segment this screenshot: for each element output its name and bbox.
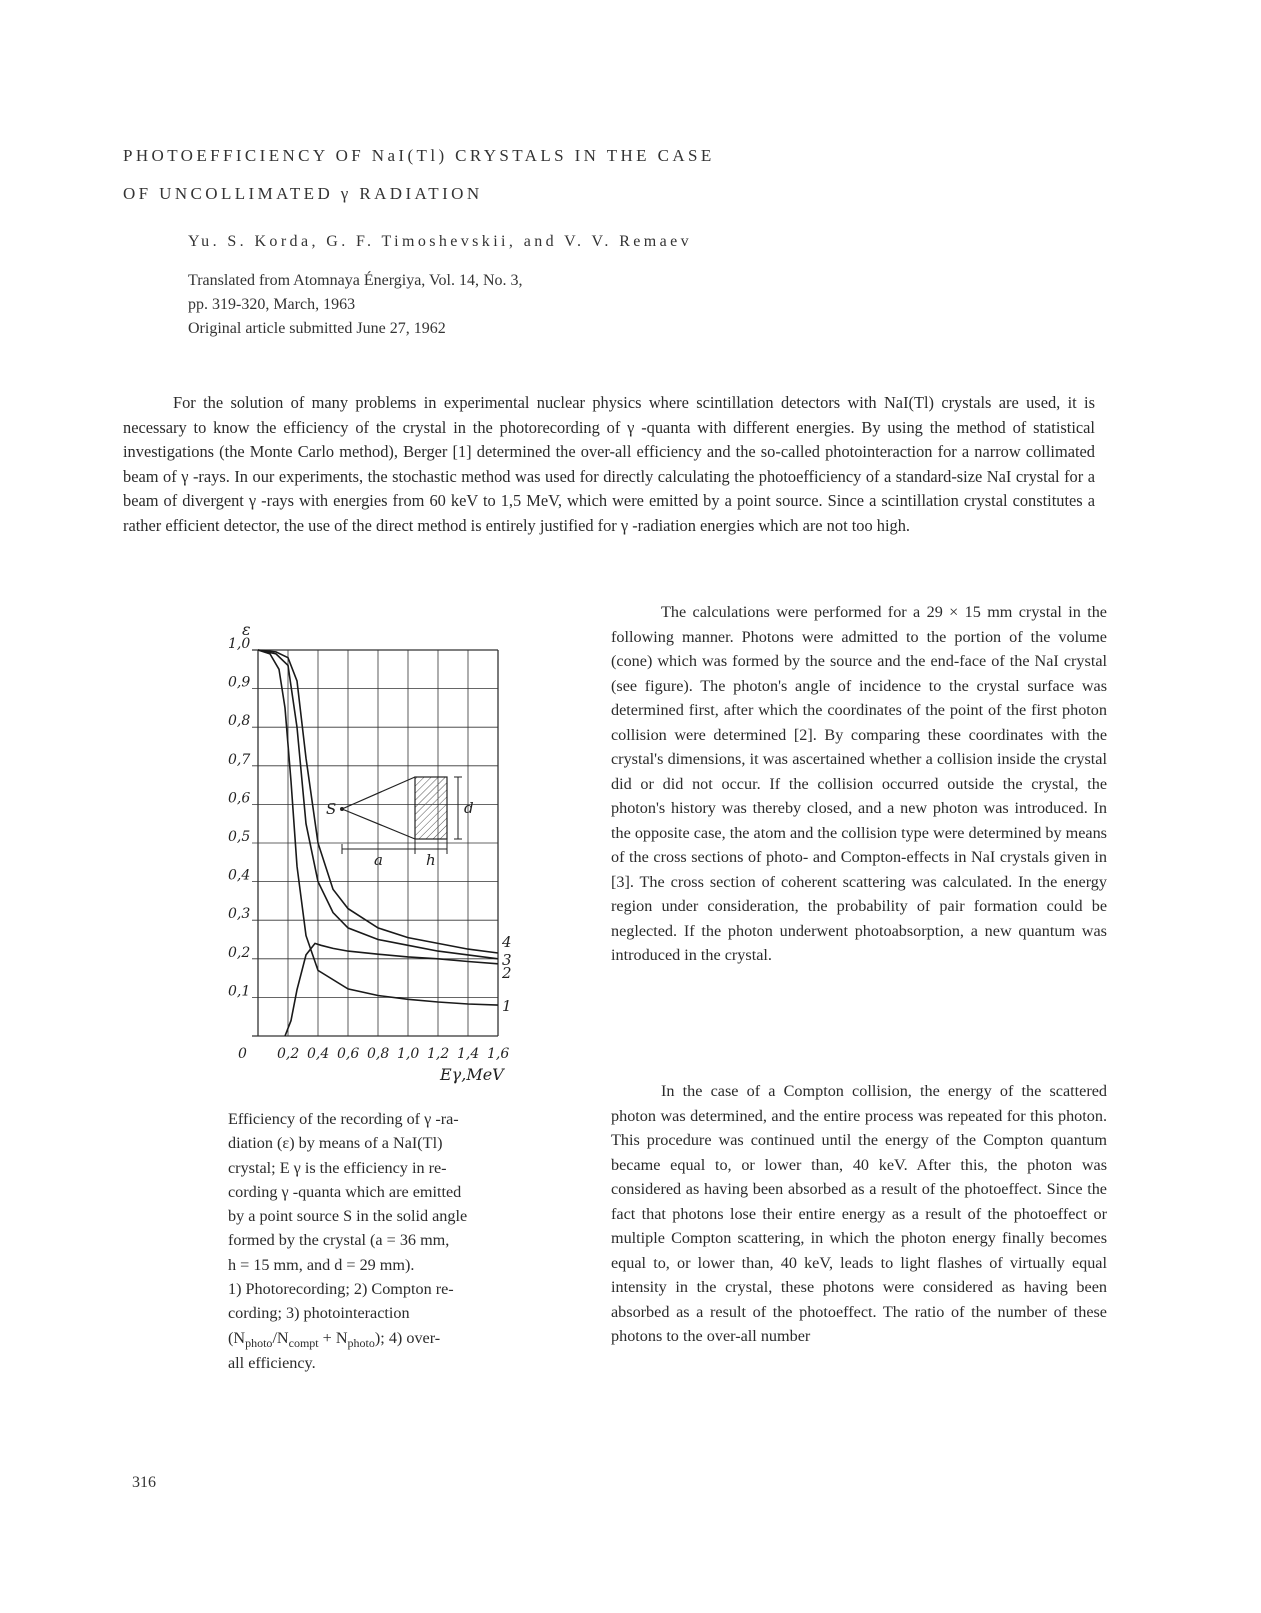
x-tick-label: 0,4 <box>307 1046 330 1062</box>
paper-title-line-1: PHOTOEFFICIENCY OF NaI(Tl) CRYSTALS IN THE CASE <box>123 146 715 165</box>
body-paragraph-2: In the case of a Compton collision, the energy of the scattered photon was determined, and the entire process was repeated for this photon. This procedure was continued until the energy of the Compton quantum became equal to, or lower than, 40 keV. After this, the photon was considered as having been absorbed as a result of the photoeffect. Since the fact that photons lose their entire energy as a result of the photoeffect or multiple Compton scattering, in which the photon energy finally becomes equal to, or lower than, 40 keV, leads to light flashes of virtually equal intensity in the crystal, these photons were considered as having been absorbed as a result of the photoeffect. The ratio of the number of these photons to the over-all number <box>611 1082 1107 1345</box>
caption-line-10 <box>228 1326 540 1351</box>
caption-line-2: diation (ε) by means of a NaI(Tl) <box>228 1134 443 1153</box>
caption-subscript: compt <box>288 1335 319 1350</box>
inset-label-h: h <box>426 851 436 869</box>
efficiency-figure <box>222 615 532 1095</box>
y-tick-label: 0,7 <box>228 751 251 768</box>
page-number: 316 <box>132 1474 156 1491</box>
series-label-3: 3 <box>502 950 512 969</box>
cone-line-bottom <box>342 809 415 839</box>
series-line-2 <box>285 943 498 1036</box>
caption-line-11: all efficiency. <box>228 1353 316 1372</box>
y-axis-label: ε <box>242 620 251 639</box>
chart-grid <box>252 650 498 1036</box>
x-tick-label: 1,2 <box>427 1046 450 1062</box>
y-tick-label: 1,0 <box>228 636 251 652</box>
caption-subscript: photo <box>347 1335 375 1350</box>
series-label-1: 1 <box>502 997 512 1016</box>
submission-date: Original article submitted June 27, 1962 <box>188 320 446 337</box>
x-tick-label: 1,4 <box>457 1046 480 1062</box>
x-tick-label: 0,6 <box>337 1046 360 1062</box>
caption-line-4: cording γ -quanta which are emitted <box>228 1182 462 1201</box>
x-tick-label: 0 <box>238 1046 247 1062</box>
series-label-4: 4 <box>502 933 512 952</box>
y-tick-label: 0,2 <box>228 944 251 961</box>
y-tick-label: 0,9 <box>228 674 251 691</box>
series-label-2: 2 <box>502 963 512 982</box>
caption-text: (N <box>228 1328 246 1347</box>
point-source-marker <box>340 807 344 811</box>
x-tick-label: 1,0 <box>397 1046 420 1062</box>
caption-text: + N <box>318 1328 348 1347</box>
x-tick-label: 0,2 <box>277 1046 300 1062</box>
caption-text: /N <box>272 1328 289 1347</box>
inset-label-d: d <box>464 799 474 817</box>
inset-label-source: S <box>326 800 337 818</box>
source-citation-line-1: Translated from Atomnaya Énergiya, Vol. 14, No. 3, <box>188 272 523 289</box>
intro-paragraph: For the solution of many problems in experimental nuclear physics where scintillation detectors with NaI(Tl) crystals are used, it is necessary to know the efficiency of the crystal in the photorecording of γ -quanta with different energies. By using the method of statistical investigations (the Monte Carlo method), Berger [1] determined the over-all efficiency and the so-called photointeraction for a narrow collimated beam of γ -rays. In our experiments, the stochastic method was used for directly calculating the photoefficiency of a standard-size NaI crystal for a beam of divergent γ -rays with energies from 60 keV to 1,5 MeV, which were emitted by a point source. Since a scintillation crystal constitutes a rather efficient detector, the use of the direct method is entirely justified for γ -radiation energies which are not too high. <box>123 393 1095 535</box>
chart-labels <box>228 620 512 1084</box>
y-tick-label: 0,5 <box>228 829 251 845</box>
paper-title-line-2: OF UNCOLLIMATED γ RADIATION <box>123 184 483 203</box>
inset-label-a: a <box>374 851 383 869</box>
caption-line-3: crystal; E γ is the efficiency in re- <box>228 1158 447 1177</box>
caption-line-5: by a point source S in the solid angle <box>228 1207 468 1226</box>
y-tick-label: 0,4 <box>228 867 251 884</box>
x-tick-label: 1,6 <box>487 1046 510 1062</box>
body-paragraph-1: The calculations were performed for a 29 × 15 mm crystal in the following manner. Photons were admitted to the portion of the volume (cone) which was formed by the source and the end-face of the NaI crystal (see figure). The photon's angle of incidence to the crystal surface was determined first, after which the coordinates of the point of the first photon collision were determined [2]. By comparing these coordinates with the crystal's dimensions, it was ascertained whether a collision inside the crystal did or did not occur. If the collision occurred outside the crystal, the photon's history was thereby closed, and a new photon was introduced. In the opposite case, the atom and the collision type were determined by means of the cross sections of photo- and Compton-effects in NaI crystals given in [3]. The cross section of coherent scattering was calculated. In the energy region under consideration, the probability of pair formation could be neglected. If the photon underwent photoabsorption, a new quantum was introduced in the crystal. <box>611 603 1107 964</box>
caption-line-6: formed by the crystal (a = 36 mm, <box>228 1231 450 1250</box>
caption-subscript: photo <box>245 1335 273 1350</box>
figure-caption <box>228 1107 540 1375</box>
x-axis-label: Eγ,MeV <box>440 1065 504 1084</box>
caption-line-9: cording; 3) photointeraction <box>228 1304 410 1323</box>
caption-line-1: Efficiency of the recording of γ -ra- <box>228 1110 459 1128</box>
y-tick-label: 0,3 <box>228 906 251 923</box>
y-tick-label: 0,8 <box>228 713 251 730</box>
caption-line-7: h = 15 mm, and d = 29 mm). <box>228 1255 415 1274</box>
crystal-block <box>415 777 447 839</box>
y-tick-label: 0,6 <box>228 790 251 807</box>
caption-text: ); 4) over- <box>374 1328 441 1347</box>
x-tick-label: 0,8 <box>367 1046 390 1062</box>
source-citation-line-2: pp. 319-320, March, 1963 <box>188 296 356 313</box>
authors: Yu. S. Korda, G. F. Timoshevskii, and V. V. Remaev <box>188 233 693 250</box>
caption-line-8: 1) Photorecording; 2) Compton re- <box>228 1280 454 1299</box>
y-tick-label: 0,1 <box>228 983 251 1000</box>
